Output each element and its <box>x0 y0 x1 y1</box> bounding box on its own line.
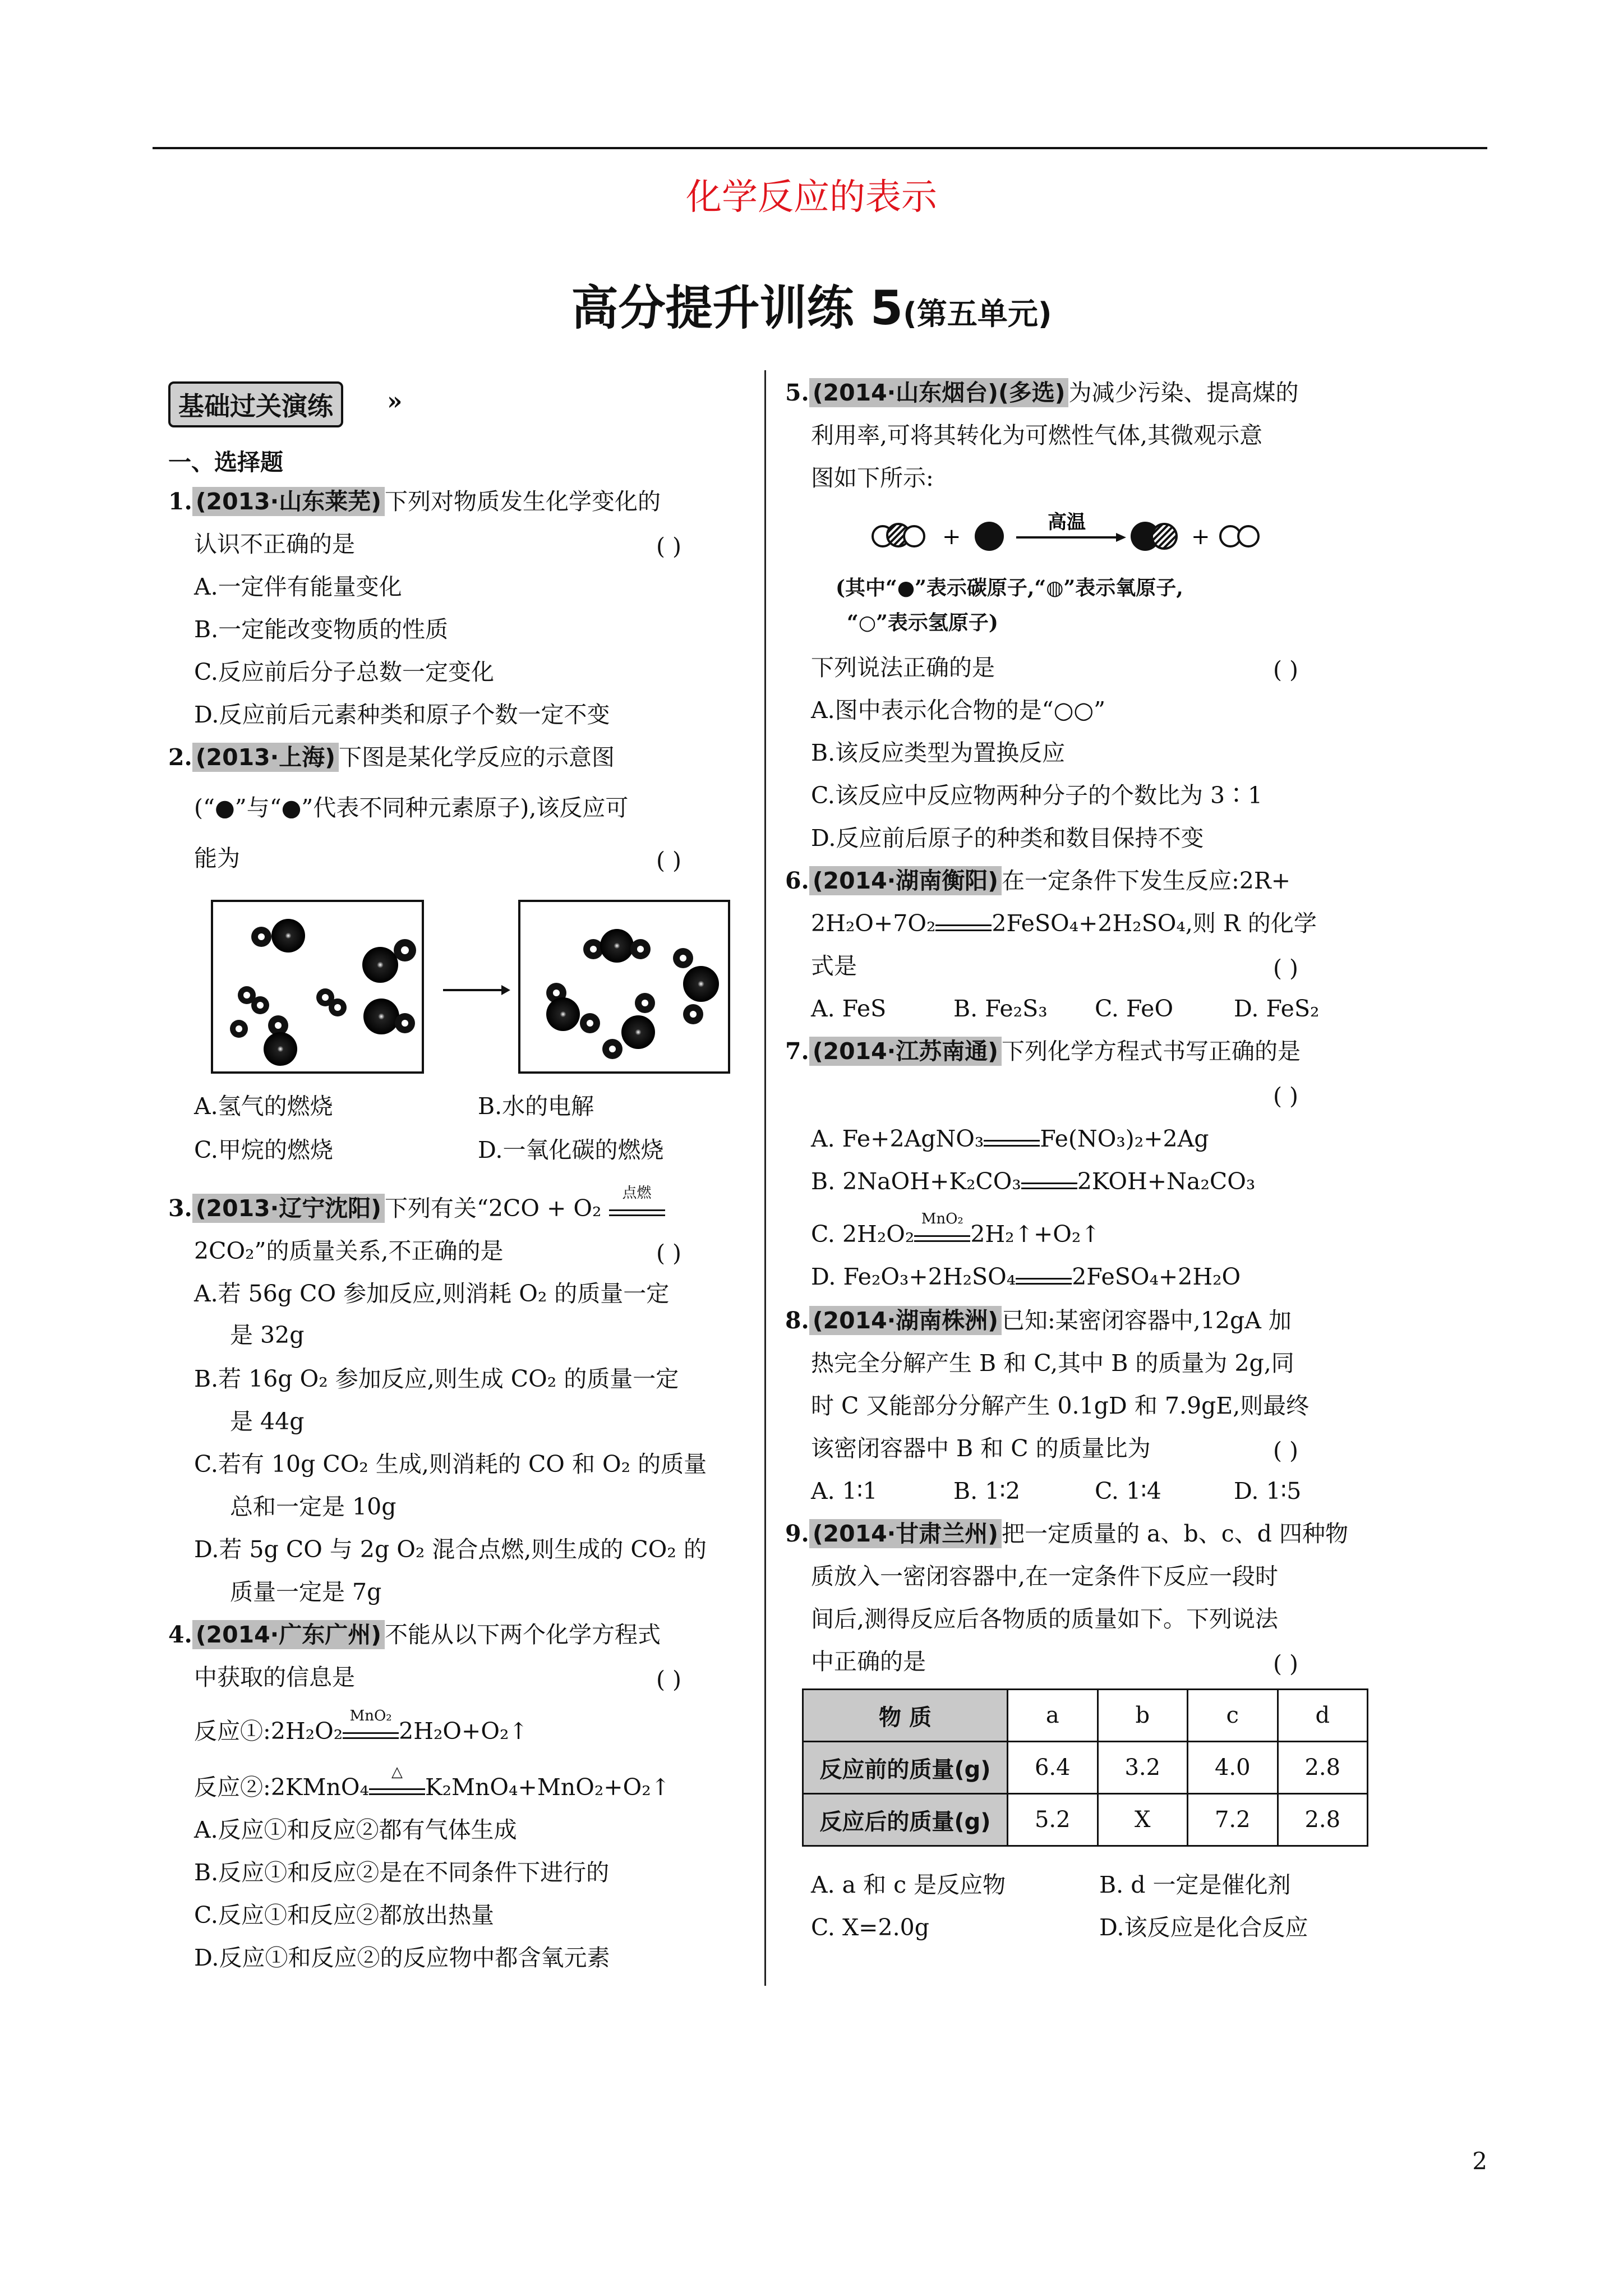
o2-molecule-1 <box>251 919 305 953</box>
q9-option-a: A. a 和 c 是反应物 <box>811 1871 1006 1898</box>
q2-stem-text1: 下图是某化学反应的示意图 <box>338 744 615 771</box>
q8-answer-paren: ( ) <box>1273 1437 1299 1464</box>
reaction-arrow-icon <box>1016 533 1126 542</box>
q4-reaction-1 <box>194 1708 528 1745</box>
q9-option-c: C. X=2.0g <box>811 1914 929 1941</box>
table-header-cell: d <box>1278 1690 1368 1742</box>
page-number: 2 <box>1472 2147 1487 2175</box>
co-molecule-3 <box>264 1015 297 1066</box>
q1-stem-text1: 下列对物质发生化学变化的 <box>384 488 661 515</box>
q5-stem-line1 <box>785 381 1298 404</box>
q7-answer-paren: ( ) <box>1273 1083 1299 1110</box>
co-molecule-1 <box>362 939 416 983</box>
q3-option-b-line2: 是 44g <box>230 1408 305 1435</box>
section-badge: 基础过关演练 <box>168 381 343 427</box>
table-row-label: 反应前的质量(g) <box>803 1742 1008 1794</box>
q8-stem-line4: 该密闭容器中 B 和 C 的质量比为 <box>811 1435 1151 1462</box>
q2-option-c: C.甲烷的燃烧 <box>194 1137 333 1163</box>
subject-title: 化学反应的表示 <box>686 177 937 218</box>
q7-d-products: 2FeSO₄+2H₂O <box>1072 1263 1241 1290</box>
q4-r1-catalyst: MnO₂ <box>349 1708 392 1724</box>
table-cell: 7.2 <box>1188 1794 1278 1846</box>
q6-answer-paren: ( ) <box>1273 955 1299 982</box>
q4-reaction-2 <box>194 1764 671 1801</box>
q6-products: 2FeSO₄+2H₂SO₄,则 R 的化学 <box>992 910 1317 937</box>
q7-stem-text1: 下列化学方程式书写正确的是 <box>1001 1038 1301 1065</box>
q8-option-c: C. 1∶4 <box>1095 1478 1161 1504</box>
q8-option-b: B. 1∶2 <box>953 1478 1021 1504</box>
q5-option-d: D.反应前后原子的种类和数目保持不变 <box>811 825 1204 852</box>
q8-option-d: D. 1∶5 <box>1234 1478 1302 1504</box>
q5-stem-line3: 图如下所示: <box>811 464 934 491</box>
q3-option-d-line1: D.若 5g CO 与 2g O₂ 混合点燃,则生成的 CO₂ 的 <box>194 1536 707 1563</box>
q8-stem-line3: 时 C 又能部分分解产生 0.1gD 和 7.9gE,则最终 <box>811 1392 1310 1419</box>
q1-num: 1. <box>168 488 192 515</box>
q3-num: 3. <box>168 1195 192 1222</box>
q8-option-a: A. 1∶1 <box>811 1478 878 1504</box>
q3-stem-text1: 下列有关“2CO + O₂ <box>384 1195 602 1222</box>
table-row-label: 反应后的质量(g) <box>803 1794 1008 1846</box>
q6-reactants: 2H₂O+7O₂ <box>811 910 936 937</box>
q3-option-a-line2: 是 32g <box>230 1322 305 1349</box>
q2-option-b: B.水的电解 <box>478 1093 594 1120</box>
q5-legend-note-2: “○”表示氢原子) <box>847 611 998 634</box>
q5-legend-note-1: (其中“●”表示碳原子,“◍”表示氧原子, <box>836 576 1183 600</box>
q3-option-c-line2: 总和一定是 10g <box>230 1493 396 1520</box>
q9-num: 9. <box>785 1520 809 1547</box>
q3-option-b-line1: B.若 16g O₂ 参加反应,则生成 CO₂ 的质量一定 <box>194 1365 679 1392</box>
table-row <box>803 1690 1368 1742</box>
q3-answer-paren: ( ) <box>656 1240 682 1267</box>
table-header-cell: b <box>1098 1690 1188 1742</box>
q2-stem-line3: 能为 <box>194 845 240 872</box>
q7-stem-line1 <box>785 1040 1301 1063</box>
q6-stem-line3: 式是 <box>811 953 857 979</box>
co-molecule-2 <box>363 999 415 1034</box>
q3-condition: 点燃 <box>622 1185 652 1202</box>
q5-arrow-label: 高温 <box>1048 511 1086 533</box>
q5-num: 5. <box>785 379 809 406</box>
q4-option-d: D.反应①和反应②的反应物中都含氧元素 <box>194 1944 610 1971</box>
table-cell: 3.2 <box>1098 1742 1188 1794</box>
q4-option-b: B.反应①和反应②是在不同条件下进行的 <box>194 1859 610 1886</box>
table-header-cell: c <box>1188 1690 1278 1742</box>
main-title-text: 高分提升训练 5 <box>571 280 903 335</box>
q2-option-d: D.一氧化碳的燃烧 <box>478 1137 664 1163</box>
table-cell: 2.8 <box>1278 1742 1368 1794</box>
table-row <box>803 1794 1368 1846</box>
small-pair-2 <box>316 988 347 1016</box>
main-title-sub: (第五单元) <box>903 296 1052 332</box>
q5-stem-line4: 下列说法正确的是 <box>811 654 995 681</box>
q4-num: 4. <box>168 1621 192 1648</box>
q2-before-molecules <box>213 902 422 1071</box>
q4-r2-sign <box>369 1764 425 1795</box>
q5-stem-line2: 利用率,可将其转化为可燃性气体,其微观示意 <box>811 422 1263 449</box>
table-cell: 4.0 <box>1188 1742 1278 1794</box>
q7-option-d <box>811 1263 1241 1290</box>
q8-source-tag: (2014·湖南株洲) <box>809 1306 1002 1335</box>
q9-answer-paren: ( ) <box>1273 1650 1299 1677</box>
q4-option-c: C.反应①和反应②都放出热量 <box>194 1902 494 1929</box>
q1-answer-paren: ( ) <box>656 533 682 560</box>
section-arrow: » <box>387 387 403 416</box>
q6-option-a: A. FeS <box>811 995 887 1022</box>
q6-num: 6. <box>785 867 809 894</box>
q4-r2-heat: △ <box>391 1764 403 1780</box>
q7-option-b <box>811 1170 1255 1193</box>
q4-r1-products: 2H₂O+O₂↑ <box>399 1718 528 1745</box>
co2-molecule-1 <box>583 929 651 963</box>
q7-a-reactants: A. Fe+2AgNO₃ <box>811 1125 984 1152</box>
q2-num: 2. <box>168 744 192 771</box>
q1-option-b: B.一定能改变物质的性质 <box>194 616 449 643</box>
table-cell: 6.4 <box>1008 1742 1098 1794</box>
q5-stem-text1: 为减少污染、提高煤的 <box>1068 379 1299 406</box>
q9-mass-table <box>802 1688 1368 1847</box>
q4-stem-line2: 中获取的信息是 <box>194 1664 355 1691</box>
q7-num: 7. <box>785 1038 809 1065</box>
q4-stem-line1 <box>168 1623 661 1646</box>
q7-b-products: 2KOH+Na₂CO₃ <box>1077 1168 1256 1195</box>
q4-r2-reactants: 反应②:2KMnO₄ <box>194 1774 369 1801</box>
section-heading: 一、选择题 <box>168 449 283 476</box>
small-pair-1 <box>238 986 269 1014</box>
table-header-cell: 物 质 <box>803 1690 1008 1742</box>
reaction-arrow-icon <box>443 982 510 1001</box>
q3-stem-line1 <box>168 1185 665 1222</box>
q7-b-sign <box>1021 1176 1077 1189</box>
q4-r1-reactants: 反应①:2H₂O₂ <box>194 1718 343 1745</box>
q9-stem-line1 <box>785 1522 1348 1545</box>
table-cell: X <box>1098 1794 1188 1846</box>
q1-option-a: A.一定伴有能量变化 <box>194 573 402 600</box>
co-molecule-icon <box>1131 522 1177 551</box>
q6-source-tag: (2014·湖南衡阳) <box>809 866 1002 895</box>
q2-after-box <box>518 900 730 1074</box>
q3-reaction-sign <box>609 1185 665 1216</box>
q6-stem-line1 <box>785 869 1290 892</box>
q7-c-products: 2H₂↑+O₂↑ <box>970 1221 1100 1248</box>
small-single <box>230 1020 248 1038</box>
q5-option-c: C.该反应中反应物两种分子的个数比为 3∶1 <box>811 782 1263 809</box>
q7-c-sign <box>914 1211 970 1242</box>
q1-option-d: D.反应前后元素种类和原子个数一定不变 <box>194 701 610 728</box>
water-molecule-icon <box>873 524 924 546</box>
q4-option-a: A.反应①和反应②都有气体生成 <box>194 1816 517 1843</box>
q5-source-tag: (2014·山东烟台)(多选) <box>809 378 1069 407</box>
co2-molecule-2 <box>673 948 719 1024</box>
q3-option-d-line2: 质量一定是 7g <box>230 1579 382 1605</box>
q7-option-a <box>811 1125 1209 1152</box>
q7-d-reactants: D. Fe₂O₃+2H₂SO₄ <box>811 1263 1016 1290</box>
q7-option-c <box>811 1211 1100 1248</box>
q2-option-a: A.氢气的燃烧 <box>194 1093 333 1120</box>
q5-plus-1: + <box>942 524 961 550</box>
q7-a-sign <box>984 1133 1040 1147</box>
q4-source-tag: (2014·广东广州) <box>192 1620 385 1649</box>
co2-molecule-3 <box>546 983 600 1033</box>
q1-source-tag: (2013·山东莱芜) <box>192 487 385 516</box>
q1-stem-line1 <box>168 490 661 513</box>
q6-option-b: B. Fe₂S₃ <box>953 995 1048 1022</box>
q4-r1-sign <box>343 1708 399 1739</box>
q1-option-c: C.反应前后分子总数一定变化 <box>194 659 494 685</box>
q7-c-catalyst: MnO₂ <box>921 1211 963 1227</box>
q2-stem-line1 <box>168 746 615 769</box>
q9-option-b: B. d 一定是催化剂 <box>1099 1871 1291 1898</box>
table-cell: 2.8 <box>1278 1794 1368 1846</box>
q7-d-sign <box>1016 1271 1072 1285</box>
q6-reaction-sign <box>935 918 992 931</box>
q6-option-d: D. FeS₂ <box>1234 995 1320 1022</box>
q5-option-b: B.该反应类型为置换反应 <box>811 739 1066 766</box>
q4-r2-products: K₂MnO₄+MnO₂+O₂↑ <box>425 1774 671 1801</box>
q9-stem-line2: 质放入一密闭容器中,在一定条件下反应一段时 <box>811 1563 1279 1590</box>
q5-option-a: A.图中表示化合物的是“○○” <box>811 697 1106 724</box>
co2-molecule-4 <box>602 993 655 1059</box>
q1-stem-line2: 认识不正确的是 <box>194 531 355 558</box>
table-header-cell: a <box>1008 1690 1098 1742</box>
q9-stem-line4: 中正确的是 <box>811 1648 926 1675</box>
table-cell: 5.2 <box>1008 1794 1098 1846</box>
q3-stem-line2: 2CO₂”的质量关系,不正确的是 <box>194 1237 504 1264</box>
q3-source-tag: (2013·辽宁沈阳) <box>192 1194 385 1223</box>
q8-num: 8. <box>785 1307 809 1334</box>
q7-source-tag: (2014·江苏南通) <box>809 1037 1002 1066</box>
q9-source-tag: (2014·甘肃兰州) <box>809 1519 1002 1548</box>
q3-option-a-line1: A.若 56g CO 参加反应,则消耗 O₂ 的质量一定 <box>194 1280 670 1307</box>
q4-answer-paren: ( ) <box>656 1666 682 1693</box>
q8-stem-line2: 热完全分解产生 B 和 C,其中 B 的质量为 2g,同 <box>811 1350 1294 1377</box>
hydrogen-molecule-icon <box>1220 526 1258 546</box>
q3-option-c-line1: C.若有 10g CO₂ 生成,则消耗的 CO 和 O₂ 的质量 <box>194 1451 707 1478</box>
q7-b-reactants: B. 2NaOH+K₂CO₃ <box>811 1168 1021 1195</box>
q9-option-d: D.该反应是化合反应 <box>1099 1914 1308 1941</box>
q6-stem-line2 <box>811 912 1317 935</box>
q5-answer-paren: ( ) <box>1273 656 1299 683</box>
q6-option-c: C. FeO <box>1095 995 1174 1022</box>
q2-after-molecules <box>520 902 728 1071</box>
q9-stem-text1: 把一定质量的 a、b、c、d 四种物 <box>1001 1520 1348 1547</box>
q6-stem-text1: 在一定条件下发生反应:2R+ <box>1001 867 1291 894</box>
q4-stem-text1: 不能从以下两个化学方程式 <box>384 1621 661 1648</box>
table-row <box>803 1742 1368 1794</box>
q2-source-tag: (2013·上海) <box>192 743 339 772</box>
carbon-atom-icon <box>975 522 1004 551</box>
q7-a-products: Fe(NO₃)₂+2Ag <box>1040 1125 1209 1152</box>
q8-stem-text1: 已知:某密闭容器中,12gA 加 <box>1001 1307 1292 1334</box>
q2-before-box <box>211 900 424 1074</box>
q2-stem-line2: (“●”与“●”代表不同种元素原子),该反应可 <box>194 794 629 821</box>
page-title <box>0 270 1623 338</box>
q8-stem-line1 <box>785 1309 1292 1332</box>
q7-c-reactants: C. 2H₂O₂ <box>811 1221 915 1248</box>
column-divider <box>764 370 766 1986</box>
q2-answer-paren: ( ) <box>656 847 682 874</box>
top-rule <box>153 147 1487 149</box>
q5-plus-2: + <box>1191 524 1210 550</box>
q9-stem-line3: 间后,测得反应后各物质的质量如下。下列说法 <box>811 1605 1279 1632</box>
q5-microscopic-equation <box>869 505 1295 569</box>
